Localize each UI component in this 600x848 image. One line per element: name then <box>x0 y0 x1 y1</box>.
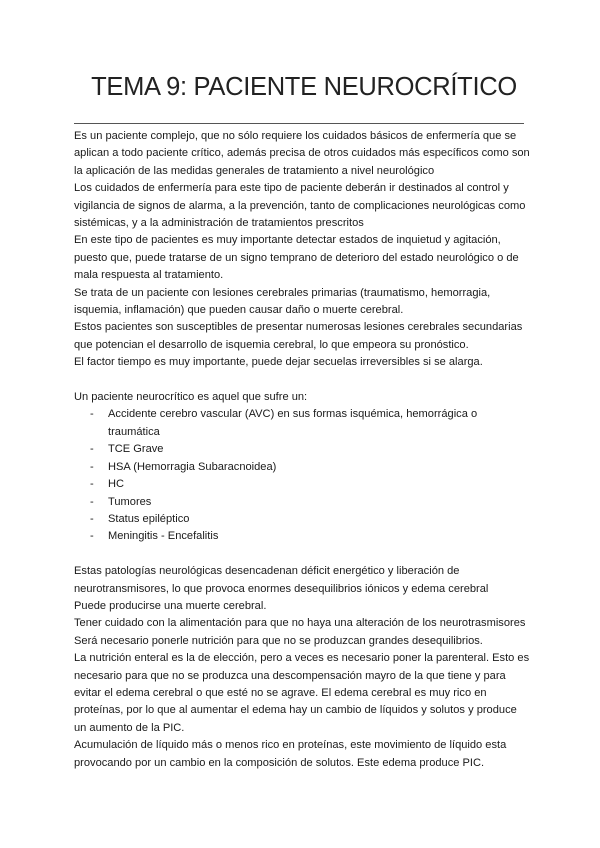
list-item-text: TCE Grave <box>108 443 164 456</box>
paragraph: Puede producirse una muerte cerebral. <box>74 599 267 612</box>
paragraph: Acumulación de líquido más o menos rico en proteínas, este movimiento de líquido esta provocando por un cambio en la composición de solutos. Este edema produce PIC. <box>74 739 507 769</box>
spacer <box>74 546 530 563</box>
dash-bullet: - <box>90 478 94 491</box>
dash-bullet: - <box>90 512 94 525</box>
paragraph: Los cuidados de enfermería para este tipo de paciente deberán ir destinados al control y vigilancia de signos de alarma, a la prevención, tanto de complicaciones neurológicas como sistémicas, y a la administración de tratamientos prescritos <box>74 182 526 230</box>
dash-bullet: - <box>90 530 94 543</box>
dash-bullet: - <box>90 408 94 421</box>
paragraph: Se trata de un paciente con lesiones cerebrales primarias (traumatismo, hemorragia, isquemia, inflamación) que pueden causar daño o muerte cerebral. <box>74 286 491 317</box>
paragraph: Tener cuidado con la alimentación para que no haya una alteración de los neurotrasmisores <box>74 617 526 630</box>
paragraph: La nutrición enteral es la de elección, pero a veces es necesario poner la parenteral. Esto es necesario para que no se produzca una descompensación mayro de la que tiene y para evitar el edema cerebral o que esté no se agrave. El edema cerebral es muy rico en proteínas, por lo que al aumentar el edema hay un cambio de líquidos y solutos y produce un aumento de la PIC. <box>74 652 530 734</box>
list-item-text: Tumores <box>108 495 152 508</box>
list-item <box>74 476 530 493</box>
title-divider <box>74 123 524 124</box>
list-item <box>74 511 530 528</box>
paragraph: En este tipo de pacientes es muy importante detectar estados de inquietud y agitación, puesto que, puede tratarse de un signo temprano de deterioro del estado neurológico o de mala respuesta al tratamiento. <box>74 234 519 282</box>
paragraph: El factor tiempo es muy importante, puede dejar secuelas irreversibles si se alarga. <box>74 356 483 369</box>
list-item-text: Meningitis - Encefalitis <box>108 530 219 543</box>
list-item-text: Status epiléptico <box>108 512 190 525</box>
document-body <box>74 128 530 772</box>
condition-list <box>74 406 530 545</box>
page-title: TEMA 9: PACIENTE NEUROCRÍTICO <box>91 73 517 101</box>
paragraph: Estos pacientes son susceptibles de presentar numerosas lesiones cerebrales secundarias que potencian el desarrollo de isquemia cerebral, lo que empeora su pronóstico. <box>74 321 523 351</box>
list-intro: Un paciente neurocrítico es aquel que sufre un: <box>74 391 308 404</box>
list-item-text: HSA (Hemorragia Subaracnoidea) <box>108 460 277 473</box>
paragraph: Es un paciente complejo, que no sólo requiere los cuidados básicos de enfermería que se aplican a todo paciente crítico, además precisa de otros cuidados más específicos como son la aplicación de las medidas generales de tratamiento a nivel neurológico <box>74 130 530 177</box>
paragraph: Será necesario ponerle nutrición para que no se produzcan grandes desequilibrios. <box>74 634 483 647</box>
list-item <box>74 528 530 545</box>
list-item-text: Accidente cerebro vascular (AVC) en sus formas isquémica, hemorrágica o traumática <box>108 408 478 438</box>
spacer <box>74 372 530 389</box>
dash-bullet: - <box>90 495 94 508</box>
list-item <box>74 494 530 511</box>
list-item <box>74 459 530 476</box>
paragraph: Estas patologías neurológicas desencadenan déficit energético y liberación de neurotransmisores, lo que provoca enormes desequilibrios iónicos y edema cerebral <box>74 565 489 595</box>
list-item-text: HC <box>108 478 125 491</box>
list-item <box>74 441 530 458</box>
list-item <box>74 406 530 441</box>
dash-bullet: - <box>90 443 94 456</box>
dash-bullet: - <box>90 460 94 473</box>
